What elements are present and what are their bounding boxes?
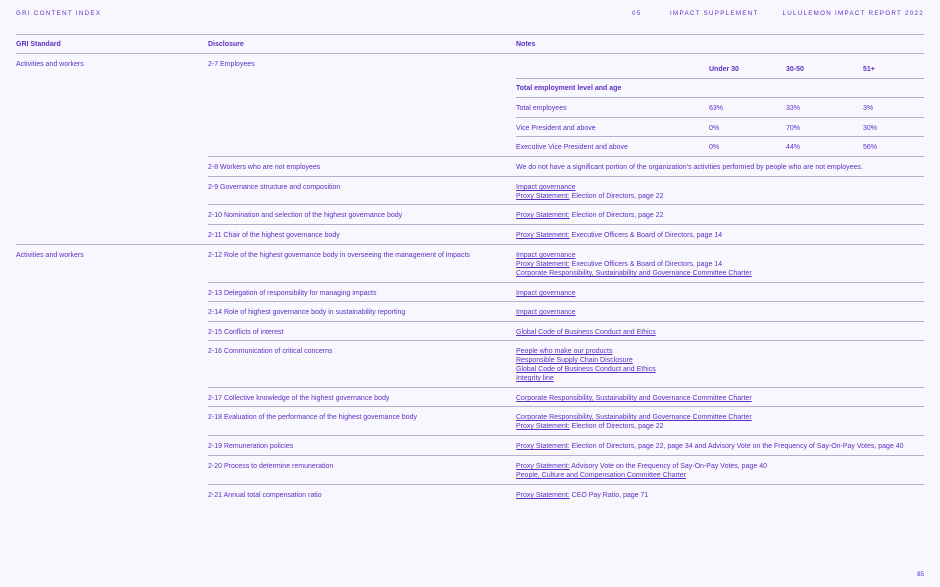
note-2-19 [516,442,904,451]
section-rule [16,244,924,245]
employees-row-label: Executive Vice President and above [516,144,628,151]
note-2-13 [516,289,576,298]
row-rule [208,204,924,205]
proxy-statement-link[interactable]: Proxy Statement: [516,232,570,239]
employees-row-value: 30% [863,125,878,132]
proxy-statement-link[interactable]: Proxy Statement: [516,261,570,268]
note-2-8: We do not have a significant portion of the organization’s activities performed by people who are not employees. [516,164,863,171]
col-51-plus: 51+ [863,66,875,73]
impact-governance-link[interactable]: Impact governance [516,290,576,297]
row-rule [208,282,924,283]
row-rule [208,176,924,177]
row-standard-label: Activities and workers [16,252,84,259]
employees-row-value: 63% [709,105,724,112]
disclosure-2-7: 2-7 Employees [208,61,255,68]
header-page-number: 05 [632,10,642,17]
compensation-committee-charter-link[interactable]: People, Culture and Compensation Committee Charter [516,472,687,479]
header-disclosure: Disclosure [208,41,244,48]
impact-governance-link[interactable]: Impact governance [516,184,576,191]
supplement-title: IMPACT SUPPLEMENT [670,10,759,17]
integrity-line-link[interactable]: Integrity line [516,375,554,382]
proxy-statement-link[interactable]: Proxy Statement: [516,423,570,430]
sub-rule [516,97,924,98]
sub-rule [516,78,924,79]
note-2-12 [516,251,752,278]
committee-charter-link[interactable]: Corporate Responsibility, Sustainability and Governance Committee Charter [516,414,752,421]
note-2-16 [516,347,656,383]
note-text: Executive Officers & Board of Directors, page 14 [569,261,723,268]
row-rule [208,455,924,456]
disclosure-2-10: 2-10 Nomination and selection of the highest governance body [208,212,403,219]
report-title: LULULEMON IMPACT REPORT 2022 [782,10,924,17]
disclosure-2-12: 2-12 Role of the highest governance body in overseeing the management of impacts [208,252,470,259]
row-rule [208,406,924,407]
proxy-statement-link[interactable]: Proxy Statement: [516,193,570,200]
row-rule [208,340,924,341]
employees-row-label: Vice President and above [516,125,596,132]
disclosure-2-15: 2-15 Conflicts of interest [208,329,284,336]
sub-rule [516,136,924,137]
disclosure-2-18: 2-18 Evaluation of the performance of the highest governance body [208,414,417,421]
employees-row-value: 3% [863,105,874,112]
employees-row-value: 56% [863,144,878,151]
note-2-14 [516,308,576,317]
row-standard-label: Activities and workers [16,61,84,68]
header-rule [16,53,924,54]
note-2-15 [516,328,656,337]
employees-row-value: 70% [786,125,801,132]
sub-rule [516,117,924,118]
proxy-statement-link[interactable]: Proxy Statement: [516,492,570,499]
disclosure-2-20: 2-20 Process to determine remuneration [208,463,334,470]
row-rule [208,224,924,225]
row-rule [208,156,924,157]
note-2-9 [516,183,663,201]
note-2-17 [516,394,752,403]
section-title: GRI CONTENT INDEX [16,10,102,17]
disclosure-2-11: 2-11 Chair of the highest governance body [208,232,340,239]
row-rule [208,301,924,302]
impact-governance-link[interactable]: Impact governance [516,252,576,259]
note-2-11 [516,231,722,240]
disclosure-2-21: 2-21 Annual total compensation ratio [208,492,322,499]
note-text: Election of Directors, page 22 [569,212,664,219]
note-2-18 [516,413,752,431]
employees-row-value: 33% [786,105,801,112]
employees-row-value: 44% [786,144,801,151]
row-rule [208,484,924,485]
employees-row-label: Total employees [516,105,567,112]
disclosure-2-16: 2-16 Communication of critical concerns [208,348,333,355]
note-text: Executive Officers & Board of Directors, page 14 [569,232,723,239]
note-text: Election of Directors, page 22 [569,193,664,200]
footer-page-number: 85 [917,571,924,578]
col-under-30: Under 30 [709,66,739,73]
disclosure-2-19: 2-19 Remuneration policies [208,443,294,450]
proxy-statement-link[interactable]: Proxy Statement: [516,443,570,450]
disclosure-2-8: 2-8 Workers who are not employees [208,164,321,171]
disclosure-2-17: 2-17 Collective knowledge of the highest governance body [208,395,390,402]
note-text: Election of Directors, page 22 [569,423,664,430]
supply-chain-disclosure-link[interactable]: Responsible Supply Chain Disclosure [516,357,633,364]
note-2-21 [516,491,648,500]
disclosure-2-9: 2-9 Governance structure and composition [208,184,341,191]
disclosure-2-13: 2-13 Delegation of responsibility for managing impacts [208,290,377,297]
impact-governance-link[interactable]: Impact governance [516,309,576,316]
code-of-conduct-link[interactable]: Global Code of Business Conduct and Ethics [516,366,656,373]
employees-row-value: 0% [709,144,720,151]
employees-row-value: 0% [709,125,720,132]
note-text: Election of Directors, page 22, page 34 and Advisory Vote on the Frequency of Say-On-Pay Votes, page 40 [569,443,904,450]
committee-charter-link[interactable]: Corporate Responsibility, Sustainability and Governance Committee Charter [516,395,752,402]
note-text: CEO Pay Ratio, page 71 [569,492,649,499]
note-2-20 [516,462,767,480]
row-rule [208,387,924,388]
proxy-statement-link[interactable]: Proxy Statement: [516,463,570,470]
top-rule [16,34,924,35]
proxy-statement-link[interactable]: Proxy Statement: [516,212,570,219]
code-of-conduct-link[interactable]: Global Code of Business Conduct and Ethics [516,329,656,336]
disclosure-2-14: 2-14 Role of highest governance body in sustainability reporting [208,309,406,316]
header-notes: Notes [516,41,536,48]
people-who-make-products-link[interactable]: People who make our products [516,348,613,355]
row-rule [208,435,924,436]
note-2-10 [516,211,663,220]
header-gri-standard: GRI Standard [16,41,61,48]
employment-group-title: Total employment level and age [516,85,622,92]
col-30-50: 30-50 [786,66,804,73]
row-rule [208,321,924,322]
committee-charter-link[interactable]: Corporate Responsibility, Sustainability and Governance Committee Charter [516,270,752,277]
note-text: Advisory Vote on the Frequency of Say-On-Pay Votes, page 40 [569,463,767,470]
